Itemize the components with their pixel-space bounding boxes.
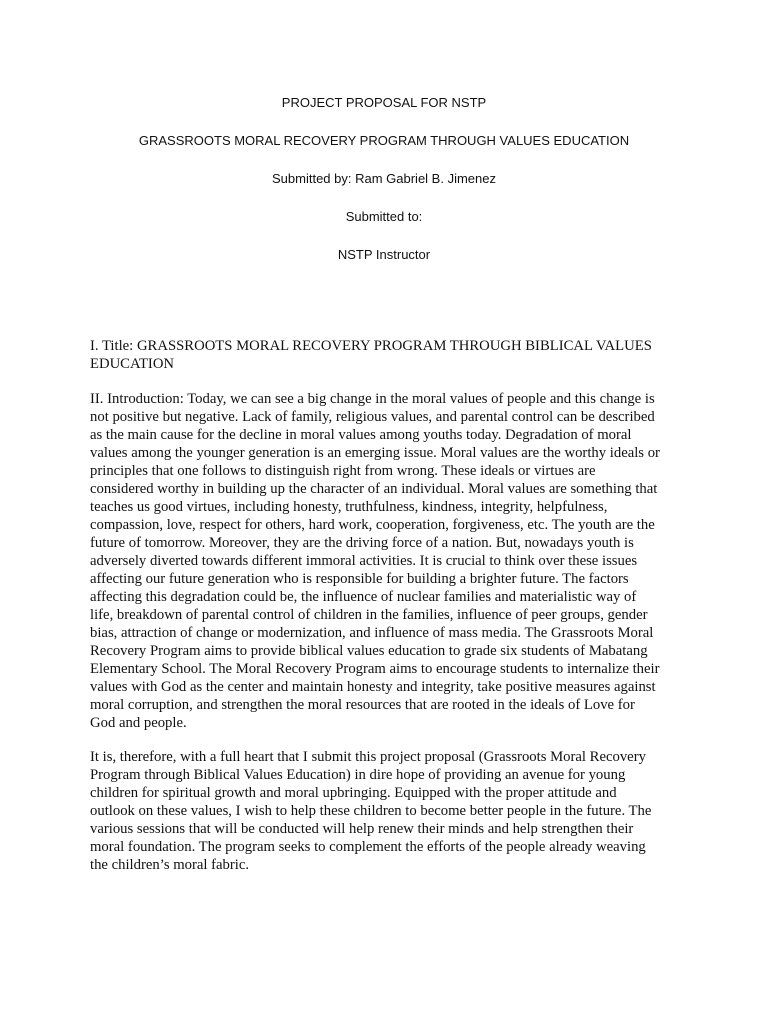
paragraph-line: teaches us good virtues, including honesty, truthfulness, kindness, integrity, helpfulness, [90, 499, 608, 515]
paragraph-line: moral foundation. The program seeks to complement the efforts of the people already weaving [90, 839, 646, 855]
paragraph-line: the children’s moral fabric. [90, 857, 250, 873]
paragraph-line: God and people. [90, 715, 187, 731]
recipient: NSTP Instructor [337, 247, 431, 262]
submitted-to: Submitted to: [345, 209, 423, 224]
paragraph-line: II. Introduction: Today, we can see a big change in the moral values of people and this change is [90, 391, 655, 407]
paragraph-line: future of tomorrow. Moreover, they are the driving force of a nation. But, nowadays youth is [90, 535, 634, 551]
cover-title: PROJECT PROPOSAL FOR NSTP [281, 95, 487, 110]
paragraph-line: various sessions that will be conducted will help renew their minds and help strengthen their [90, 821, 634, 837]
paragraph-line: Recovery Program aims to provide biblical values education to grade six students of Mabatang [90, 643, 648, 659]
paragraph-line: compassion, love, respect for others, hard work, cooperation, forgiveness, etc. The youth are the [90, 517, 655, 533]
paragraph-line: Elementary School. The Moral Recovery Program aims to encourage students to internalize their [90, 661, 660, 677]
section-title-line: I. Title: GRASSROOTS MORAL RECOVERY PROGRAM THROUGH BIBLICAL VALUES [90, 338, 652, 354]
paragraph-line: not positive but negative. Lack of family, religious values, and parental control can be described [90, 409, 655, 425]
paragraph-line: children for spiritual growth and moral upbringing. Equipped with the proper attitude and [90, 785, 617, 801]
paragraph-line: as the main cause for the decline in moral values among youths today. Degradation of moral [90, 427, 632, 443]
section-title-line: EDUCATION [90, 356, 175, 372]
paragraph-line: life, breakdown of parental control of children in the families, influence of peer groups, gender [90, 607, 648, 623]
paragraph-line: affecting this degradation could be, the influence of nuclear families and materialistic way of [90, 589, 637, 605]
paragraph-line: considered worthy in building up the character of an individual. Moral values are something that [90, 481, 658, 497]
section-title [90, 337, 678, 373]
paragraph-line: bias, attraction of change or modernization, and influence of mass media. The Grassroots Moral [90, 625, 654, 641]
closing-paragraph [90, 748, 678, 874]
introduction-paragraph [90, 390, 678, 732]
paragraph-line: values with God as the center and maintain honesty and integrity, take positive measures against [90, 679, 656, 695]
cover-subtitle: GRASSROOTS MORAL RECOVERY PROGRAM THROUGH VALUES EDUCATION [138, 133, 630, 148]
paragraph-line: values among the younger generation is an emerging issue. Moral values are the worthy ideals or [90, 445, 660, 461]
paragraph-line: principles that one follows to distinguish right from wrong. These ideals or virtues are [90, 463, 596, 479]
paragraph-line: It is, therefore, with a full heart that I submit this project proposal (Grassroots Moral Recovery [90, 749, 646, 765]
paragraph-line: moral corruption, and strengthen the moral resources that are rooted in the ideals of Love for [90, 697, 635, 713]
paragraph-line: affecting our future generation who is responsible for building a brighter future. The factors [90, 571, 629, 587]
paragraph-line: Program through Biblical Values Education) in dire hope of providing an avenue for young [90, 767, 626, 783]
paragraph-line: adversely diverted towards different immoral activities. It is crucial to think over these issues [90, 553, 638, 569]
paragraph-line: outlook on these values, I wish to help these children to become better people in the future. The [90, 803, 652, 819]
submitted-by: Submitted by: Ram Gabriel B. Jimenez [272, 171, 496, 186]
